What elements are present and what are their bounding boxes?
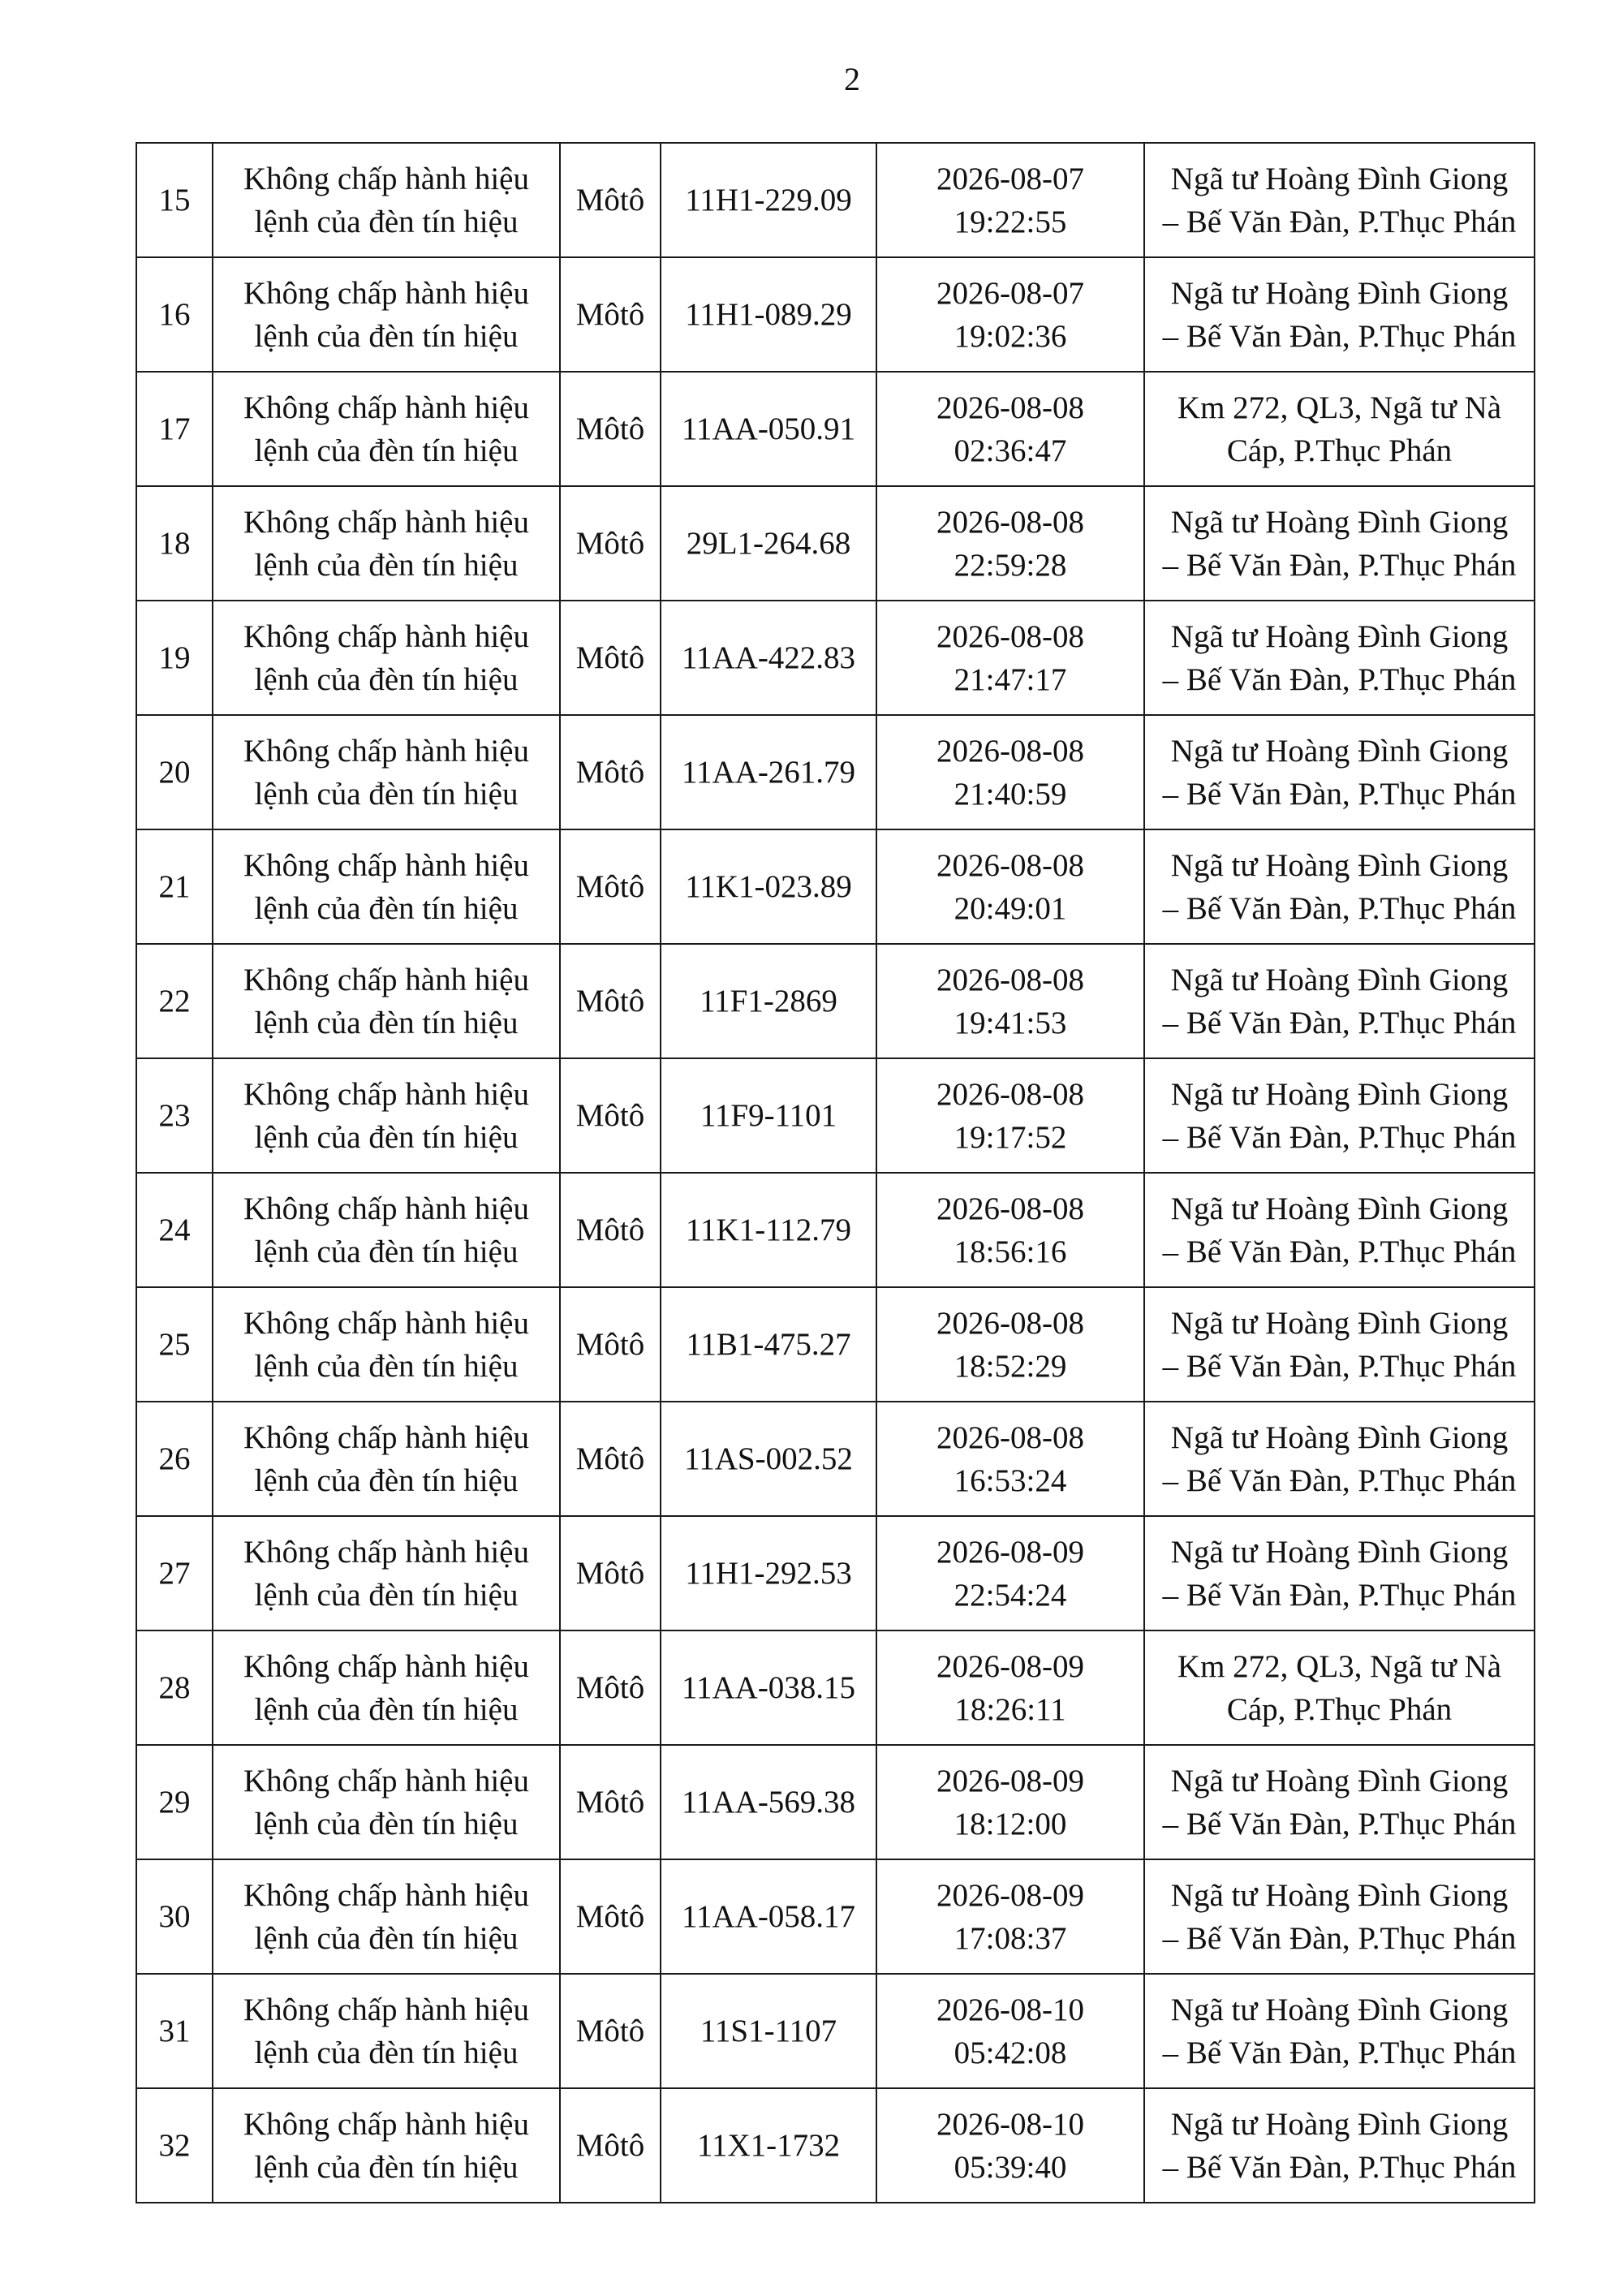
plate-cell: [661, 143, 876, 257]
stt-cell-line: 22: [158, 984, 191, 1019]
stt-cell: [136, 601, 213, 715]
location-cell-line: – Bế Văn Đàn, P.Thục Phán: [1162, 1920, 1517, 1956]
datetime-cell: [876, 1173, 1144, 1287]
stt-cell: [136, 829, 213, 944]
location-cell-line: – Bế Văn Đàn, P.Thục Phán: [1162, 2149, 1517, 2185]
datetime-cell: [876, 1058, 1144, 1173]
datetime-cell-line: 2026-08-10: [936, 2106, 1084, 2142]
datetime-cell: [876, 1516, 1144, 1630]
plate-cell-line: 11S1-1107: [700, 2014, 837, 2048]
stt-cell-line: 18: [158, 526, 191, 561]
violation-cell-line: lệnh của đèn tín hiệu: [254, 776, 519, 812]
violation-cell-line: Không chấp hành hiệu: [243, 1992, 529, 2027]
vehicle-cell: [560, 1974, 661, 2088]
location-cell-line: Ngã tư Hoàng Đình Giong: [1170, 1763, 1509, 1798]
violation-cell: [213, 143, 560, 257]
plate-cell: [661, 1058, 876, 1173]
stt-cell: [136, 2088, 213, 2203]
violation-cell-line: lệnh của đèn tín hiệu: [254, 1234, 519, 1269]
stt-cell: [136, 1516, 213, 1630]
violation-cell: [213, 1630, 560, 1745]
datetime-cell-line: 2026-08-08: [936, 1191, 1084, 1226]
datetime-cell: [876, 143, 1144, 257]
location-cell: [1144, 829, 1535, 944]
plate-cell: [661, 1402, 876, 1516]
stt-cell-line: 29: [158, 1785, 191, 1820]
location-cell-line: Ngã tư Hoàng Đình Giong: [1170, 847, 1509, 883]
stt-cell: [136, 1859, 213, 1974]
location-cell-line: Ngã tư Hoàng Đình Giong: [1170, 1877, 1509, 1913]
plate-cell-line: 11AA-050.91: [681, 411, 856, 446]
violation-cell: [213, 1516, 560, 1630]
vehicle-cell-line: Môtô: [575, 1098, 645, 1133]
location-cell: [1144, 1402, 1535, 1516]
vehicle-cell-line: Môtô: [575, 640, 645, 675]
plate-cell-line: 29L1-264.68: [686, 526, 851, 561]
violation-cell-line: lệnh của đèn tín hiệu: [254, 890, 519, 926]
plate-cell-line: 11AA-261.79: [681, 755, 856, 790]
datetime-cell-line: 19:41:53: [954, 1005, 1067, 1040]
datetime-cell: [876, 601, 1144, 715]
plate-cell-line: 11H1-229.09: [685, 183, 852, 218]
stt-cell: [136, 372, 213, 486]
plate-cell: [661, 715, 876, 829]
vehicle-cell: [560, 1516, 661, 1630]
location-cell-line: Ngã tư Hoàng Đình Giong: [1170, 1191, 1509, 1226]
stt-cell-line: 23: [158, 1098, 191, 1133]
plate-cell: [661, 829, 876, 944]
violation-cell-line: lệnh của đèn tín hiệu: [254, 547, 519, 583]
datetime-cell-line: 22:59:28: [954, 547, 1067, 583]
location-cell: [1144, 1630, 1535, 1745]
vehicle-cell: [560, 601, 661, 715]
plate-cell-line: 11AS-002.52: [684, 1441, 853, 1476]
datetime-cell: [876, 486, 1144, 601]
location-cell-line: Ngã tư Hoàng Đình Giong: [1170, 2106, 1509, 2142]
violation-cell-line: lệnh của đèn tín hiệu: [254, 1920, 519, 1956]
vehicle-cell: [560, 1745, 661, 1859]
plate-cell: [661, 944, 876, 1058]
violation-cell-line: Không chấp hành hiệu: [243, 962, 529, 997]
plate-cell-line: 11K1-023.89: [685, 869, 852, 904]
location-cell: [1144, 1859, 1535, 1974]
location-cell-line: – Bế Văn Đàn, P.Thục Phán: [1162, 204, 1517, 239]
stt-cell-line: 20: [158, 755, 191, 790]
plate-cell: [661, 257, 876, 372]
table-row: [136, 601, 1535, 715]
vehicle-cell-line: Môtô: [575, 183, 645, 218]
vehicle-cell: [560, 372, 661, 486]
datetime-cell-line: 21:47:17: [954, 661, 1067, 697]
table-row: [136, 1287, 1535, 1402]
vehicle-cell-line: Môtô: [575, 297, 645, 332]
vehicle-cell-line: Môtô: [575, 755, 645, 790]
vehicle-cell: [560, 486, 661, 601]
violation-cell-line: Không chấp hành hiệu: [243, 390, 529, 425]
stt-cell: [136, 1287, 213, 1402]
table-row: [136, 1859, 1535, 1974]
location-cell-line: Km 272, QL3, Ngã tư Nà: [1177, 1648, 1502, 1684]
location-cell-line: Ngã tư Hoàng Đình Giong: [1170, 1305, 1509, 1341]
table-row: [136, 1058, 1535, 1173]
plate-cell-line: 11B1-475.27: [686, 1327, 851, 1362]
location-cell-line: – Bế Văn Đàn, P.Thục Phán: [1162, 661, 1517, 697]
violation-cell: [213, 1974, 560, 2088]
table-row: [136, 372, 1535, 486]
violation-cell-line: lệnh của đèn tín hiệu: [254, 661, 519, 697]
plate-cell: [661, 1516, 876, 1630]
location-cell-line: – Bế Văn Đàn, P.Thục Phán: [1162, 1348, 1517, 1384]
location-cell: [1144, 944, 1535, 1058]
datetime-cell-line: 18:52:29: [954, 1348, 1067, 1384]
stt-cell: [136, 715, 213, 829]
stt-cell: [136, 1630, 213, 1745]
violation-cell-line: Không chấp hành hiệu: [243, 618, 529, 654]
plate-cell-line: 11F9-1101: [700, 1098, 837, 1133]
violation-cell: [213, 1287, 560, 1402]
datetime-cell: [876, 372, 1144, 486]
stt-cell-line: 28: [158, 1670, 191, 1705]
datetime-cell: [876, 1859, 1144, 1974]
table-row: [136, 2088, 1535, 2203]
datetime-cell-line: 2026-08-07: [936, 161, 1084, 196]
violation-cell-line: Không chấp hành hiệu: [243, 1877, 529, 1913]
location-cell-line: – Bế Văn Đàn, P.Thục Phán: [1162, 1577, 1517, 1613]
location-cell: [1144, 1974, 1535, 2088]
violation-cell-line: Không chấp hành hiệu: [243, 1076, 529, 1112]
plate-cell: [661, 372, 876, 486]
datetime-cell-line: 18:56:16: [954, 1234, 1067, 1269]
vehicle-cell: [560, 715, 661, 829]
stt-cell-line: 16: [158, 297, 191, 332]
plate-cell-line: 11X1-1732: [696, 2128, 841, 2163]
location-cell: [1144, 257, 1535, 372]
plate-cell: [661, 1287, 876, 1402]
location-cell-line: Ngã tư Hoàng Đình Giong: [1170, 504, 1509, 540]
vehicle-cell-line: Môtô: [575, 1785, 645, 1820]
plate-cell: [661, 1974, 876, 2088]
location-cell-line: Ngã tư Hoàng Đình Giong: [1170, 962, 1509, 997]
location-cell: [1144, 1287, 1535, 1402]
datetime-cell-line: 19:22:55: [954, 204, 1067, 239]
violation-cell-line: lệnh của đèn tín hiệu: [254, 433, 519, 468]
stt-cell: [136, 257, 213, 372]
vehicle-cell-line: Môtô: [575, 869, 645, 904]
violation-cell-line: Không chấp hành hiệu: [243, 504, 529, 540]
violation-cell-line: Không chấp hành hiệu: [243, 1534, 529, 1570]
location-cell-line: – Bế Văn Đàn, P.Thục Phán: [1162, 1119, 1517, 1155]
violation-cell: [213, 372, 560, 486]
vehicle-cell-line: Môtô: [575, 984, 645, 1019]
violations-table: [136, 142, 1535, 2203]
stt-cell-line: 31: [158, 2014, 191, 2048]
location-cell-line: Cáp, P.Thục Phán: [1226, 1691, 1453, 1727]
location-cell: [1144, 143, 1535, 257]
datetime-cell-line: 19:17:52: [954, 1119, 1067, 1155]
location-cell-line: Ngã tư Hoàng Đình Giong: [1170, 618, 1509, 654]
table-row: [136, 1516, 1535, 1630]
location-cell: [1144, 1745, 1535, 1859]
vehicle-cell-line: Môtô: [575, 1670, 645, 1705]
stt-cell-line: 27: [158, 1556, 191, 1591]
vehicle-cell-line: Môtô: [575, 2014, 645, 2048]
datetime-cell: [876, 944, 1144, 1058]
vehicle-cell: [560, 829, 661, 944]
violation-cell: [213, 601, 560, 715]
table-row: [136, 1630, 1535, 1745]
violation-cell: [213, 1859, 560, 1974]
vehicle-cell-line: Môtô: [575, 1556, 645, 1591]
datetime-cell: [876, 1630, 1144, 1745]
datetime-cell: [876, 829, 1144, 944]
violation-cell-line: lệnh của đèn tín hiệu: [254, 1462, 519, 1498]
location-cell-line: Ngã tư Hoàng Đình Giong: [1170, 1076, 1509, 1112]
location-cell-line: – Bế Văn Đàn, P.Thục Phán: [1162, 1234, 1517, 1269]
datetime-cell-line: 2026-08-08: [936, 1419, 1084, 1455]
stt-cell: [136, 1402, 213, 1516]
location-cell-line: – Bế Văn Đàn, P.Thục Phán: [1162, 1005, 1517, 1040]
plate-cell-line: 11K1-112.79: [685, 1213, 851, 1247]
violation-cell-line: lệnh của đèn tín hiệu: [254, 1806, 519, 1842]
location-cell: [1144, 715, 1535, 829]
vehicle-cell-line: Môtô: [575, 1441, 645, 1476]
plate-cell: [661, 1173, 876, 1287]
plate-cell: [661, 601, 876, 715]
datetime-cell: [876, 2088, 1144, 2203]
datetime-cell-line: 2026-08-08: [936, 733, 1084, 769]
vehicle-cell: [560, 257, 661, 372]
stt-cell: [136, 1974, 213, 2088]
violation-cell-line: Không chấp hành hiệu: [243, 733, 529, 769]
plate-cell-line: 11H1-089.29: [685, 297, 852, 332]
table-row: [136, 1173, 1535, 1287]
table-row: [136, 944, 1535, 1058]
stt-cell: [136, 1058, 213, 1173]
location-cell: [1144, 372, 1535, 486]
violation-cell: [213, 257, 560, 372]
stt-cell-line: 15: [158, 183, 191, 218]
datetime-cell-line: 19:02:36: [954, 318, 1067, 354]
plate-cell: [661, 2088, 876, 2203]
datetime-cell-line: 2026-08-09: [936, 1877, 1084, 1913]
datetime-cell-line: 2026-08-07: [936, 275, 1084, 311]
violation-cell: [213, 486, 560, 601]
vehicle-cell: [560, 143, 661, 257]
stt-cell: [136, 1745, 213, 1859]
location-cell-line: – Bế Văn Đàn, P.Thục Phán: [1162, 1462, 1517, 1498]
plate-cell: [661, 1859, 876, 1974]
datetime-cell-line: 2026-08-08: [936, 962, 1084, 997]
stt-cell: [136, 486, 213, 601]
stt-cell-line: 21: [158, 869, 191, 904]
location-cell-line: – Bế Văn Đàn, P.Thục Phán: [1162, 547, 1517, 583]
stt-cell-line: 32: [158, 2128, 191, 2163]
vehicle-cell: [560, 1630, 661, 1745]
datetime-cell-line: 2026-08-08: [936, 618, 1084, 654]
vehicle-cell: [560, 1859, 661, 1974]
violation-cell-line: Không chấp hành hiệu: [243, 2106, 529, 2142]
plate-cell-line: 11AA-058.17: [681, 1899, 856, 1934]
plate-cell-line: 11F1-2869: [700, 984, 837, 1019]
plate-cell-line: 11AA-422.83: [681, 640, 856, 675]
table-row: [136, 1745, 1535, 1859]
location-cell-line: – Bế Văn Đàn, P.Thục Phán: [1162, 2035, 1517, 2070]
violation-cell-line: Không chấp hành hiệu: [243, 1191, 529, 1226]
violation-cell: [213, 1745, 560, 1859]
vehicle-cell: [560, 944, 661, 1058]
vehicle-cell: [560, 1058, 661, 1173]
page-number: 2: [844, 61, 860, 97]
violation-cell-line: lệnh của đèn tín hiệu: [254, 1119, 519, 1155]
location-cell: [1144, 2088, 1535, 2203]
location-cell-line: Ngã tư Hoàng Đình Giong: [1170, 1992, 1509, 2027]
datetime-cell-line: 20:49:01: [954, 890, 1067, 926]
table-row: [136, 1402, 1535, 1516]
plate-cell-line: 11H1-292.53: [685, 1556, 852, 1591]
datetime-cell-line: 21:40:59: [954, 776, 1067, 812]
violation-cell: [213, 1058, 560, 1173]
location-cell-line: Ngã tư Hoàng Đình Giong: [1170, 275, 1509, 311]
violation-cell: [213, 1402, 560, 1516]
datetime-cell-line: 18:12:00: [954, 1806, 1067, 1842]
stt-cell-line: 19: [158, 640, 191, 675]
plate-cell: [661, 1745, 876, 1859]
datetime-cell-line: 2026-08-08: [936, 1305, 1084, 1341]
location-cell-line: Ngã tư Hoàng Đình Giong: [1170, 1534, 1509, 1570]
datetime-cell-line: 2026-08-09: [936, 1648, 1084, 1684]
location-cell: [1144, 1173, 1535, 1287]
vehicle-cell: [560, 1287, 661, 1402]
violation-cell-line: lệnh của đèn tín hiệu: [254, 2035, 519, 2070]
vehicle-cell-line: Môtô: [575, 411, 645, 446]
violation-cell-line: Không chấp hành hiệu: [243, 161, 529, 196]
datetime-cell-line: 18:26:11: [954, 1691, 1066, 1727]
datetime-cell: [876, 715, 1144, 829]
datetime-cell-line: 2026-08-09: [936, 1534, 1084, 1570]
violation-cell-line: Không chấp hành hiệu: [243, 275, 529, 311]
plate-cell: [661, 1630, 876, 1745]
violations-table-body: [136, 143, 1535, 2203]
violation-cell-line: lệnh của đèn tín hiệu: [254, 2149, 519, 2185]
violation-cell: [213, 829, 560, 944]
stt-cell: [136, 944, 213, 1058]
violation-cell-line: Không chấp hành hiệu: [243, 1419, 529, 1455]
violation-cell: [213, 944, 560, 1058]
violation-cell-line: lệnh của đèn tín hiệu: [254, 1348, 519, 1384]
violation-cell-line: lệnh của đèn tín hiệu: [254, 204, 519, 239]
vehicle-cell-line: Môtô: [575, 526, 645, 561]
datetime-cell: [876, 1287, 1144, 1402]
datetime-cell-line: 16:53:24: [954, 1462, 1067, 1498]
table-row: [136, 1974, 1535, 2088]
violation-cell-line: Không chấp hành hiệu: [243, 1305, 529, 1341]
location-cell: [1144, 1058, 1535, 1173]
datetime-cell-line: 22:54:24: [954, 1577, 1067, 1613]
violation-cell-line: lệnh của đèn tín hiệu: [254, 1005, 519, 1040]
location-cell-line: – Bế Văn Đàn, P.Thục Phán: [1162, 1806, 1517, 1842]
datetime-cell-line: 17:08:37: [954, 1920, 1067, 1956]
datetime-cell-line: 05:42:08: [954, 2035, 1067, 2070]
datetime-cell-line: 05:39:40: [954, 2149, 1067, 2185]
violation-cell-line: lệnh của đèn tín hiệu: [254, 1577, 519, 1613]
stt-cell: [136, 143, 213, 257]
location-cell-line: Ngã tư Hoàng Đình Giong: [1170, 733, 1509, 769]
violation-cell: [213, 715, 560, 829]
location-cell-line: Ngã tư Hoàng Đình Giong: [1170, 1419, 1509, 1455]
vehicle-cell: [560, 1173, 661, 1287]
datetime-cell: [876, 1745, 1144, 1859]
location-cell-line: Ngã tư Hoàng Đình Giong: [1170, 161, 1509, 196]
location-cell: [1144, 1516, 1535, 1630]
datetime-cell-line: 02:36:47: [954, 433, 1067, 468]
stt-cell-line: 17: [158, 411, 191, 446]
table-row: [136, 257, 1535, 372]
vehicle-cell: [560, 1402, 661, 1516]
vehicle-cell-line: Môtô: [575, 1899, 645, 1934]
stt-cell: [136, 1173, 213, 1287]
datetime-cell-line: 2026-08-09: [936, 1763, 1084, 1798]
datetime-cell: [876, 257, 1144, 372]
location-cell-line: Cáp, P.Thục Phán: [1226, 433, 1453, 468]
vehicle-cell-line: Môtô: [575, 1327, 645, 1362]
table-row: [136, 143, 1535, 257]
stt-cell-line: 26: [158, 1441, 191, 1476]
violation-cell-line: Không chấp hành hiệu: [243, 1648, 529, 1684]
location-cell: [1144, 486, 1535, 601]
stt-cell-line: 30: [158, 1899, 191, 1934]
location-cell-line: – Bế Văn Đàn, P.Thục Phán: [1162, 776, 1517, 812]
table-row: [136, 486, 1535, 601]
location-cell: [1144, 601, 1535, 715]
vehicle-cell-line: Môtô: [575, 1213, 645, 1247]
violation-cell: [213, 2088, 560, 2203]
plate-cell-line: 11AA-569.38: [681, 1785, 856, 1820]
datetime-cell-line: 2026-08-10: [936, 1992, 1084, 2027]
datetime-cell-line: 2026-08-08: [936, 847, 1084, 883]
violation-cell-line: lệnh của đèn tín hiệu: [254, 318, 519, 354]
plate-cell: [661, 486, 876, 601]
vehicle-cell-line: Môtô: [575, 2128, 645, 2163]
violation-cell: [213, 1173, 560, 1287]
violation-cell-line: Không chấp hành hiệu: [243, 1763, 529, 1798]
violation-cell-line: lệnh của đèn tín hiệu: [254, 1691, 519, 1727]
table-row: [136, 829, 1535, 944]
location-cell-line: Km 272, QL3, Ngã tư Nà: [1177, 390, 1502, 425]
violation-cell-line: Không chấp hành hiệu: [243, 847, 529, 883]
vehicle-cell: [560, 2088, 661, 2203]
datetime-cell-line: 2026-08-08: [936, 1076, 1084, 1112]
stt-cell-line: 24: [158, 1213, 191, 1247]
table-row: [136, 715, 1535, 829]
datetime-cell-line: 2026-08-08: [936, 390, 1084, 425]
datetime-cell: [876, 1974, 1144, 2088]
datetime-cell-line: 2026-08-08: [936, 504, 1084, 540]
location-cell-line: – Bế Văn Đàn, P.Thục Phán: [1162, 890, 1517, 926]
stt-cell-line: 25: [158, 1327, 191, 1362]
location-cell-line: – Bế Văn Đàn, P.Thục Phán: [1162, 318, 1517, 354]
datetime-cell: [876, 1402, 1144, 1516]
plate-cell-line: 11AA-038.15: [681, 1670, 856, 1705]
